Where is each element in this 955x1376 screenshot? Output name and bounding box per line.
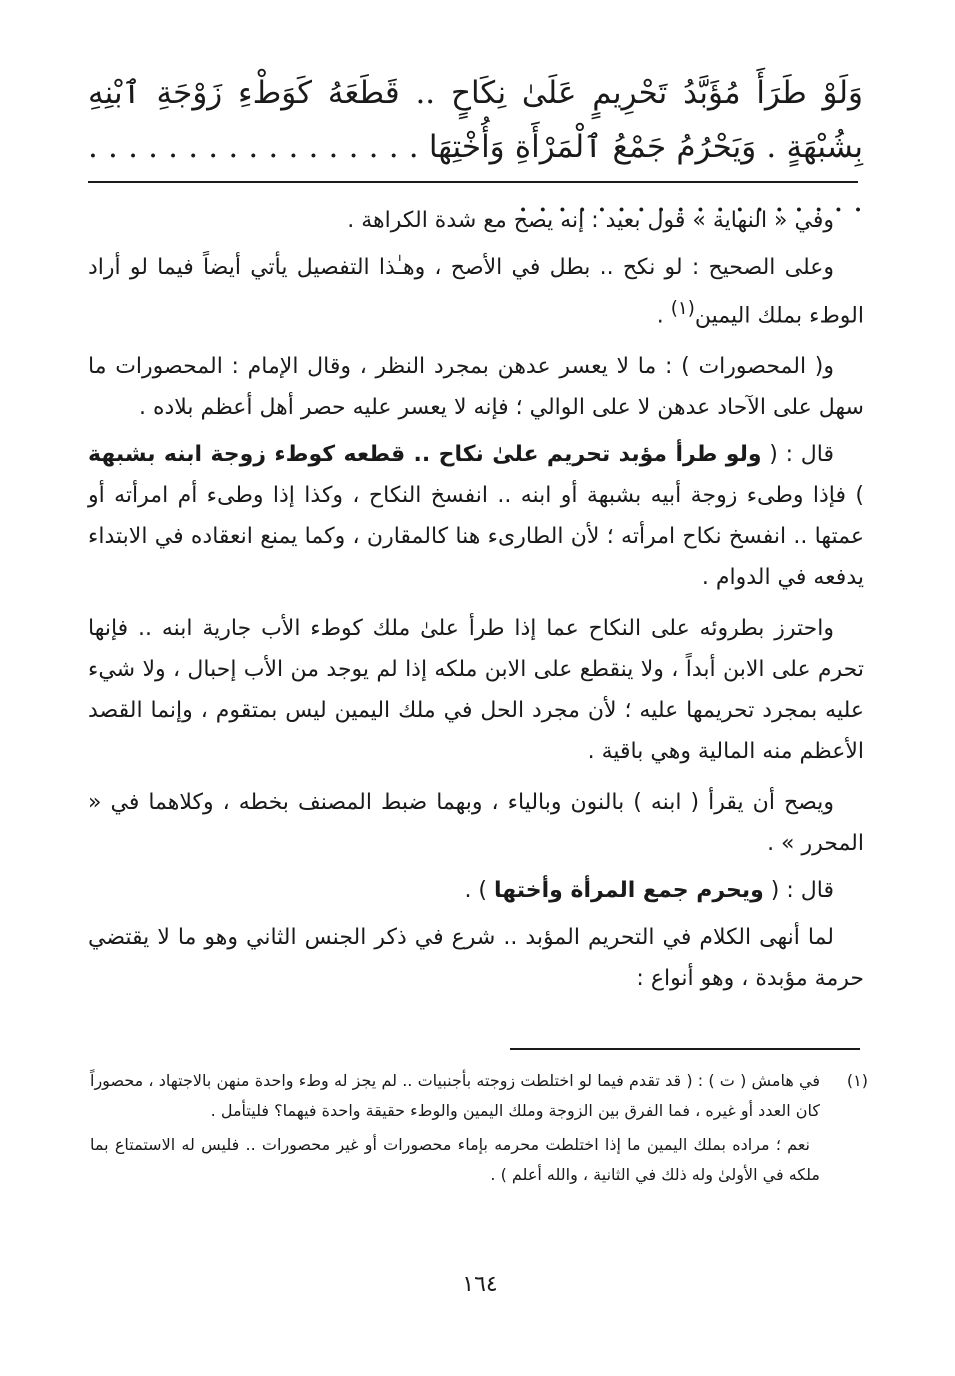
commentary-paragraph: وفي « النهاية » قول بعيد : إنه يصح مع شدة الكراهة . (347, 208, 834, 233)
footnote-number: (١) (846, 1071, 868, 1090)
matn-line-1: وَلَوْ طَرَأَ مُؤَبَّدُ تَحْرِيمٍ عَلَىٰ نِكَاحٍ .. قَطَعَهُ كَوَطْءِ زَوْجَةِ ٱبْنِهِ بِشُبْهَةٍ . وَيَحْرُمُ جَمْعُ (88, 75, 864, 165)
commentary-paragraph: وعلى الصحيح : لو نكح .. بطل في الأصح ، وهـٰذا التفصيل يأتي أيضاً فيما لو أراد الوطء بملك اليمين$^{(١)}$ . (88, 255, 864, 329)
matn-divider-rule (88, 181, 858, 183)
matn-line-2: ٱلْمَرْأَةِ وَأُخْتِهَا (428, 129, 603, 165)
footnote-divider-rule (510, 1048, 860, 1050)
quoted-matn: ويحرم جمع المرأة وأختها (494, 878, 764, 904)
commentary-paragraph: قال : ( ولو طرأ مؤبد تحريم علىٰ نكاح .. قطعه كوطء زوجة ابنه بشبهة ) فإذا وطىء زوجة أبيه بشبهة أو ابنه .. انفسخ النكاح ، وكذا إذا وطىء أم امرأته أو عمتها .. انفسخ نكاح امرأته ؛ لأن الطارىء هنا كالمقارن ، وكما يمنع انعقاده في الابتداء يدفعه في الدوام . (88, 442, 864, 591)
footnote-paragraph: نعم ؛ مراده بملك اليمين ما إذا اختلطت محرمه بإماء محصورات أو غير محصورات .. فليس له الاستمتاع بما ملكه في الأولىٰ وله ذلك في الثانية ، والله أعلم ) . (90, 1135, 820, 1184)
page-number: ١٦٤ (462, 1272, 498, 1297)
commentary-paragraph: قال : ( ويحرم جمع المرأة وأختها ) . (464, 878, 834, 904)
commentary-paragraph: ويصح أن يقرأ ( ابنه ) بالنون وبالياء ، وبهما ضبط المصنف بخطه ، وكلاهما في « المحرر » . (88, 790, 864, 857)
commentary-paragraph: واحترز بطروئه على النكاح عما إذا طرأ علىٰ ملك كوطء الأب جارية ابنه .. فإنها تحرم على الابن أبداً ، ولا ينقطع على الابن ملكه إذا لم يوجد من الأب إحبال ، ولا شيء عليه بمجرد تحريمها عليه ؛ لأن مجرد الحل في ملك اليمين ليس بمتقوم ، وإنما القصد الأعظم منه المالية وهي باقية . (88, 616, 864, 765)
matn-dot-leader: . . . . . . . . . . . . . . . . . . . . . . . . . . . . . . . . . . . (88, 129, 863, 219)
footnote (90, 1066, 868, 1194)
quoted-matn: ولو طرأ مؤبد تحريم علىٰ نكاح .. قطعه كوطء زوجة ابنه بشبهة (88, 442, 762, 468)
commentary-paragraph: لما أنهى الكلام في التحريم المؤبد .. شرع في ذكر الجنس الثاني وهو ما لا يقتضي حرمة مؤبدة ، وهو أنواع : (88, 925, 864, 992)
footnote-paragraph: في هامش ( ت ) : ( قد تقدم فيما لو اختلطت زوجته بأجنبيات .. لم يجز له وطء واحدة منهن بالاجتهاد ، محصوراً كان العدد أو غيره ، فما الفرق بين الزوجة وملك اليمين والوطء حقيقة واحدة فيهما؟ فليتأمل . (90, 1071, 820, 1120)
commentary-paragraph: و( المحصورات ) : ما لا يعسر عدهن بمجرد النظر ، وقال الإمام : المحصورات ما سهل على الآحاد عدهن لا على الوالي ؛ فإنه لا يعسر عليه حصر أهل أعظم بلاده . (88, 354, 864, 421)
commentary-sharh (88, 200, 864, 1009)
footnote-body (90, 1066, 820, 1194)
footnotes-section (90, 1066, 868, 1194)
footnote-reference: (١) (670, 298, 695, 319)
